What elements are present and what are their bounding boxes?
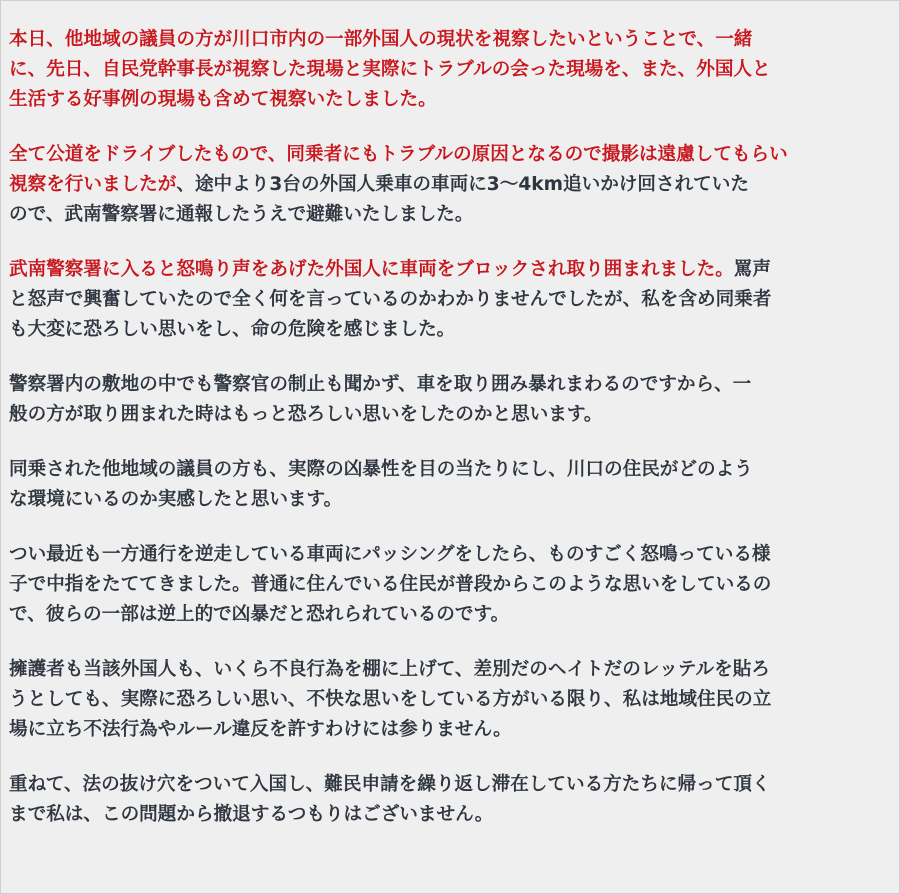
paragraph-line [9,770,891,800]
body-text: と怒声で興奮していたので全く何を言っているのかわかりませんでしたが、私を含め同乗者 [9,289,772,310]
paragraph-line [9,800,891,830]
highlighted-text: 視察を行いましたが [9,174,177,195]
highlighted-text: 生活する好事例の現場も含めて視察いたしました。 [9,89,437,110]
body-text: つい最近も一方通行を逆走している車両にパッシングをしたら、ものすごく怒鳴っている様 [9,544,771,565]
paragraph-line [9,540,891,570]
paragraph-8 [9,770,891,830]
paragraph-line [9,570,891,600]
paragraph-line [9,370,891,400]
highlighted-text: 全て公道をドライブしたもので、同乗者にもトラブルの原因となるので撮影は遠慮してもらい [9,144,788,165]
body-text: 同乗された他地域の議員の方も、実際の凶暴性を目の当たりにし、川口の住民がどのよう [9,459,753,480]
highlighted-text: 本日、他地域の議員の方が川口市内の一部外国人の現状を視察したいということで、一緒 [9,29,753,50]
paragraph-line [9,285,891,315]
body-text: 擁護者も当該外国人も、いくら不良行為を棚に上げて、差別だのヘイトだのレッテルを貼ろ [9,659,770,680]
highlighted-text: に、先日、自民党幹事長が視察した現場と実際にトラブルの会った現場を、また、外国人と [9,59,771,80]
body-text: 警察署内の敷地の中でも警察官の制止も聞かず、車を取り囲み暴れまわるのですから、一 [9,374,752,395]
paragraph-1 [9,25,891,115]
paragraph-4 [9,370,891,430]
paragraph-line [9,140,891,170]
body-text: 罵声 [733,259,771,280]
paragraph-6 [9,540,891,630]
body-text: まで私は、この問題から撤退するつもりはございません。 [9,804,494,825]
body-text: ので、武南警察署に通報したうえで避難いたしました。 [9,204,474,225]
paragraph-5 [9,455,891,515]
highlighted-text: 武南警察署に入ると怒鳴り声をあげた外国人に車両をブロックされ取り囲まれました。 [9,259,734,280]
paragraph-line [9,655,891,685]
paragraph-line [9,685,891,715]
body-text: な環境にいるのか実感したと思います。 [9,489,343,510]
paragraph-line [9,170,891,200]
body-text: 子で中指をたててきました。普通に住んでいる住民が普段からこのような思いをしているの [9,574,772,595]
paragraph-line [9,200,891,230]
paragraph-line [9,485,891,515]
paragraph-line [9,455,891,485]
body-text: うとしても、実際に恐ろしい思い、不快な思いをしている方がいる限り、私は地域住民の立 [9,689,772,710]
paragraph-line [9,315,891,345]
body-text: 、途中より3台の外国人乗車の車両に3〜4km追いかけ回されていた [176,174,749,195]
paragraph-line [9,600,891,630]
body-text: で、彼らの一部は逆上的で凶暴だと恐れられているのです。 [9,604,510,625]
paragraph-line [9,85,891,115]
body-text: 重ねて、法の抜け穴をついて入国し、難民申請を繰り返し滞在している方たちに帰って頂く [9,774,771,795]
paragraph-line [9,715,891,745]
paragraph-line [9,25,891,55]
paragraph-7 [9,655,891,745]
body-text: 般の方が取り囲まれた時はもっと恐ろしい思いをしたのかと思います。 [9,404,603,425]
paragraph-3 [9,255,891,345]
paragraph-2 [9,140,891,230]
paragraph-line [9,255,891,285]
body-text: 場に立ち不法行為やルール違反を許すわけには参りません。 [9,719,512,740]
paragraph-line [9,400,891,430]
body-text: も大変に恐ろしい思いをし、命の危険を感じました。 [9,319,456,340]
paragraph-line [9,55,891,85]
